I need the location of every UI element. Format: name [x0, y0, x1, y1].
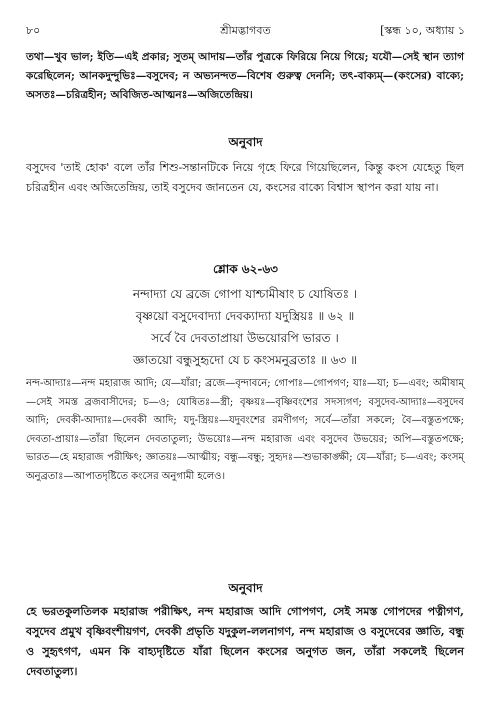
translation-heading-2: অনুবাদ [228, 581, 263, 595]
shloka-verse [26, 283, 464, 371]
canto-chapter-reference: [স্কন্ধ ১০, অধ্যায় ১ [380, 24, 465, 37]
shloka-heading: শ্লোক ৬২-৬৩ [213, 262, 278, 276]
translation-paragraph-2: হে ভরতকুলতিলক মহারাজ পরীক্ষিৎ, নন্দ মহারাজ আদি গোপগণ, সেই সমস্ত গোপদের পত্নীগণ, বসুদেব প্রমুখ বৃষ্ণিবংশীয়গণ, দেবকী প্রভৃতি যদুকুল-ললনাগণ, নন্দ মহারাজ ও বসুদেবের জ্ঞাতি, বন্ধু ও সুহৃৎগণ, এমন কি বাহ্যদৃষ্টিতে যাঁরা ছিলেন কংসের অনুগত জন, তাঁরা সকলেই ছিলেন দেবতাতুল্য। [26, 605, 464, 678]
page-header [26, 22, 465, 38]
translation-heading-1: অনুবাদ [228, 135, 263, 149]
verse-line: জ্ঞাতয়ো বন্ধুসুহৃদো যে চ কংসমনুব্রতাঃ ॥ ৬৩ ॥ [133, 353, 357, 367]
verse-line: বৃষ্ণয়ো বসুদেবাদ্যা দেবক্যাদ্যা যদুস্ত্রিয়ঃ ॥ ৬২ ॥ [135, 309, 355, 323]
translation-paragraph-1: বসুদেব 'তাই হোক' বলে তাঁর শিশু-সন্তানটিকে নিয়ে গৃহে ফিরে গিয়েছিলেন, কিন্তু কংস যেহেতু ছিল চরিত্রহীন এবং অজিতেন্দ্রিয়, তাই বসুদেব জানতেন যে, কংসের বাক্যে বিশ্বাস স্থাপন করা যায় না। [26, 161, 464, 194]
verse-line: সর্বে বৈ দেবতাপ্রায়া উভয়োরপি ভারত । [151, 331, 339, 345]
page-number: ৮০ [26, 24, 41, 37]
synonyms-paragraph-top: তথা—খুব ভাল; ইতি—এই প্রকার; সুতম্ আদায়—তাঁর পুত্রকে ফিরিয়ে নিয়ে গিয়ে; যযৌ—সেই স্থান ত্যাগ করেছিলেন; আনকদুন্দুভিঃ—বসুদেব; ন অভ্যনন্দত—বিশেষ গুরুত্ব দেননি; তৎ-বাক্যম্—(কংসের) বাক্যে; অসতঃ—চরিত্রহীন; অবিজিত-আত্মনঃ—অজিতেন্দ্রিয়। [26, 51, 464, 101]
verse-line: নন্দাদ্যা যে ব্রজে গোপা যাশ্চামীষাং চ যোষিতঃ । [132, 287, 358, 301]
synonyms-paragraph-bottom: নন্দ-আদ্যাঃ—নন্দ মহারাজ আদি; যে—যাঁরা; ব্রজে—বৃন্দাবনে; গোপাঃ—গোপগণ; যাঃ—যা; চ—এবং; অমীষাম্—সেই সমস্ত ব্রজবাসীদের; চ—ও; যোষিতঃ—স্ত্রী; বৃষ্ণয়ঃ—বৃষ্ণিবংশের সদস্যগণ; বসুদেব-আদ্যাঃ—বসুদেব আদি; দেবকী-আদ্যাঃ—দেবকী আদি; যদু-স্ত্রিয়ঃ—যদুবংশের রমণীগণ; সর্বে—তাঁরা সকলে; বৈ—বস্তুতপক্ষে; দেবতা-প্রায়াঃ—তাঁরা ছিলেন দেবতাতুল্য; উভয়োঃ—নন্দ মহারাজ এবং বসুদেব উভয়ের; অপি—বস্তুতপক্ষে; ভারত—হে মহারাজ পরীক্ষিৎ; জ্ঞাতয়ঃ—আত্মীয়; বন্ধু—বন্ধু; সুহৃদঃ—শুভাকাঙ্ক্ষী; যে—যাঁরা; চ—এবং; কংসম্ অনুব্রতাঃ—আপাতদৃষ্টিতে কংসের অনুগামী হলেও। [26, 378, 464, 482]
book-title: শ্রীমদ্ভাগবত [220, 24, 271, 37]
